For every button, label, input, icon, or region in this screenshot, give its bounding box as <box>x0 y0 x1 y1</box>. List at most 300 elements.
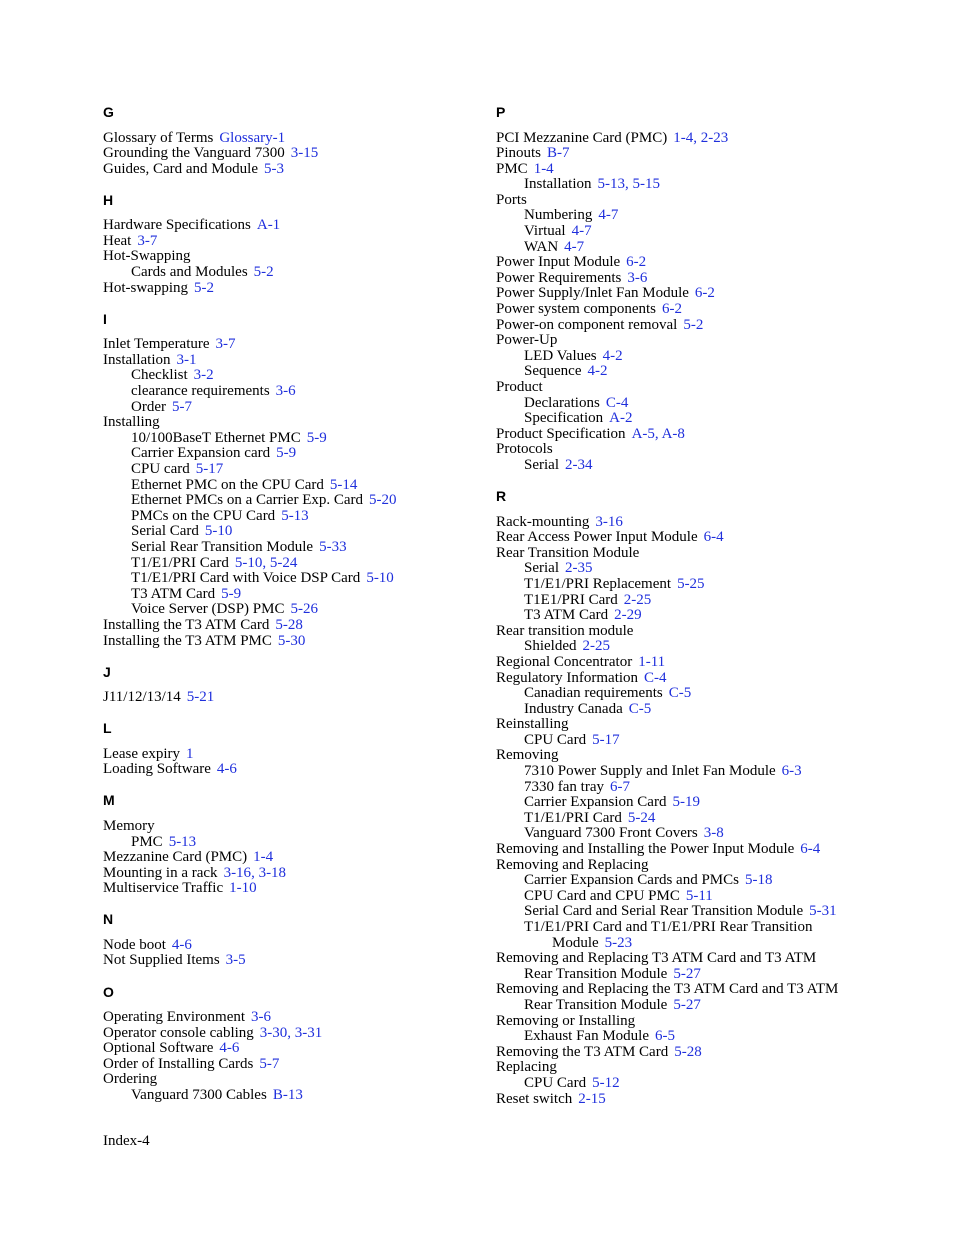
index-entry-term: Power Input Module <box>496 254 621 271</box>
index-entry-term: Node boot <box>103 936 166 953</box>
page-ref-link[interactable]: C-4 <box>644 669 667 686</box>
page-ref-link[interactable]: 4-6 <box>216 761 237 778</box>
index-entry-pages <box>669 685 692 701</box>
index-entry <box>103 1026 483 1042</box>
index-entry-pages <box>172 399 192 415</box>
index-entry <box>496 1045 896 1061</box>
page-ref-link[interactable]: 6-5 <box>655 1028 675 1045</box>
index-entry-pages <box>196 461 224 477</box>
index-entry <box>103 478 483 494</box>
index-entry-term: CPU Card <box>524 1074 587 1091</box>
index-entry-pages <box>177 352 197 368</box>
index-entry-term: Specification <box>524 410 604 427</box>
index-entry-term: T1E1/PRI Card <box>524 591 618 608</box>
index-entry-term: Multiservice Traffic <box>103 880 224 897</box>
page-ref-link[interactable]: 1-10 <box>229 880 257 897</box>
index-entry-pages <box>603 348 623 364</box>
page-ref-link[interactable]: 2-34 <box>565 456 593 473</box>
index-entry-pages <box>205 523 233 539</box>
page-ref-link[interactable]: 5-33 <box>319 538 347 555</box>
index-entry-term: Canadian requirements <box>524 685 663 702</box>
page-ref-link[interactable]: 3-18 <box>258 864 287 881</box>
index-entry-pages <box>194 280 214 296</box>
index-entry <box>496 811 896 827</box>
page-ref-link[interactable]: B-13 <box>272 1087 303 1104</box>
index-entry-term: Numbering <box>524 207 593 224</box>
index-entry-term: Guides, Card and Module <box>103 160 258 177</box>
page-ref-link[interactable]: 5-10 <box>366 570 394 587</box>
page-ref-link[interactable]: 2-15 <box>578 1090 606 1107</box>
index-entry-term: T1/E1/PRI Card and T1/E1/PRI Rear Transition <box>524 919 813 935</box>
index-entry <box>496 162 896 178</box>
page-ref-link[interactable]: 5-24 <box>269 554 298 571</box>
page-ref-link[interactable]: 1-4 <box>533 160 554 177</box>
index-entry <box>103 1088 483 1104</box>
index-entry <box>496 193 896 209</box>
index-entry-term: Removing and Installing the Power Input Module <box>496 841 795 858</box>
page-ref-link[interactable]: 5-7 <box>259 1055 280 1072</box>
index-entry-term: PMC <box>131 833 163 850</box>
index-entry-pages <box>673 997 701 1013</box>
page-ref-link[interactable]: 5-12 <box>592 1074 620 1091</box>
page-ref-separator: , <box>251 864 259 881</box>
page-ref-link[interactable]: A-1 <box>256 217 281 234</box>
index-entry <box>103 509 483 525</box>
page-ref-link[interactable]: 5-11 <box>685 887 713 904</box>
index-entry <box>496 608 896 624</box>
page-ref-link[interactable]: 5-27 <box>673 996 701 1013</box>
page-ref-link[interactable]: C-4 <box>605 394 629 411</box>
index-entry <box>496 951 896 967</box>
page-ref-link[interactable]: 4-7 <box>571 223 592 240</box>
page-ref-link[interactable]: 5-10 <box>234 554 263 571</box>
index-entry-term: J11/12/13/14 <box>103 689 181 706</box>
page-ref-link[interactable]: 5-24 <box>627 809 656 826</box>
index-entry-term: T1/E1/PRI Replacement <box>524 575 672 592</box>
index-entry-term: clearance requirements <box>131 383 270 400</box>
page-ref-link[interactable]: 5-17 <box>195 461 224 477</box>
index-entry-term: Power system components <box>496 301 656 318</box>
index-entry-pages <box>587 363 607 379</box>
index-entry-term: Power Requirements <box>496 269 622 286</box>
index-entry-term: Hot-Swapping <box>103 248 191 265</box>
section-letter-o: O <box>103 983 114 1000</box>
index-entry <box>103 835 483 851</box>
index-entry-pages <box>598 207 618 223</box>
index-entry-term: Product Specification <box>496 425 626 442</box>
page-ref-link[interactable]: 5-2 <box>253 264 274 281</box>
page-ref-separator: , <box>287 1024 295 1041</box>
index-entry-pages <box>534 161 554 177</box>
page-ref-link[interactable]: 5-3 <box>263 160 284 177</box>
page-ref-link[interactable]: 5-14 <box>329 476 358 493</box>
index-entry-term: Operator console cabling <box>103 1024 254 1041</box>
index-entry <box>103 234 483 250</box>
page-ref-link[interactable]: 5-13 <box>597 176 625 193</box>
index-entry-pages <box>572 223 592 239</box>
page-ref-link[interactable]: A-5 <box>631 425 655 442</box>
page-ref-link[interactable]: 3-7 <box>137 232 158 249</box>
page-ref-link[interactable]: C-5 <box>668 685 692 702</box>
index-entry-term: Heat <box>103 232 132 249</box>
index-entry-term: Protocols <box>496 441 553 458</box>
page-ref-link[interactable]: 2-25 <box>623 591 652 608</box>
page-ref-link[interactable]: 4-6 <box>219 1040 240 1057</box>
page-ref-link[interactable]: 3-8 <box>703 825 724 842</box>
index-entry <box>496 380 896 396</box>
page-ref-link[interactable]: 3-16 <box>223 864 252 881</box>
index-entry-pages <box>745 872 773 888</box>
index-entry-pages <box>307 430 327 446</box>
page-ref-link[interactable]: 1 <box>186 745 194 762</box>
page-ref-link[interactable]: 5-20 <box>369 492 397 509</box>
section-letter-j: J <box>103 663 111 680</box>
page-ref-link[interactable]: 5-28 <box>674 1043 702 1060</box>
index-entry-pages <box>276 383 296 399</box>
index-entry-pages <box>662 301 682 317</box>
page-ref-link[interactable]: 4-6 <box>171 936 192 953</box>
page-ref-link[interactable]: 3-6 <box>627 269 648 286</box>
index-entry <box>496 795 896 811</box>
index-entry-term: Not Supplied Items <box>103 952 220 969</box>
index-entry <box>496 982 896 998</box>
index-entry <box>496 1014 896 1030</box>
index-entry-term: T3 ATM Card <box>131 585 216 602</box>
index-column-right <box>496 104 896 1122</box>
index-entry-pages <box>564 239 584 255</box>
index-entry-pages <box>598 176 661 192</box>
index-entry-pages <box>264 161 284 177</box>
index-entry-term: Regional Concentrator <box>496 653 633 670</box>
index-entry-term: Order of Installing Cards <box>103 1055 254 1072</box>
page-ref-link[interactable]: B-7 <box>547 145 570 162</box>
index-entry <box>496 515 896 531</box>
page-ref-link[interactable]: 4-2 <box>587 363 608 380</box>
index-entry-pages <box>638 654 665 670</box>
index-entry-term: Exhaust Fan Module <box>524 1028 649 1045</box>
index-entry-pages <box>290 601 318 617</box>
index-entry <box>103 571 483 587</box>
index-section-entries <box>103 1010 483 1104</box>
index-entry-term: Declarations <box>524 394 600 411</box>
page-ref-link[interactable]: 5-18 <box>744 872 773 889</box>
index-entry-term: T1/E1/PRI Card with Voice DSP Card <box>131 570 361 587</box>
index-entry <box>496 764 896 780</box>
index-entry-term: 7310 Power Supply and Inlet Fan Module <box>524 763 776 780</box>
index-entry-term: Carrier Expansion Card <box>524 794 667 811</box>
index-section-entries <box>103 218 483 296</box>
index-entry <box>103 747 483 763</box>
section-letter-r: R <box>496 488 507 505</box>
index-entry <box>103 415 483 431</box>
index-entry <box>496 271 896 287</box>
page-ref-link[interactable]: 3-16 <box>595 513 623 530</box>
page-ref-link[interactable]: 5-30 <box>277 632 306 649</box>
index-entry-term: Glossary of Terms <box>103 129 214 146</box>
page-ref-link[interactable]: 6-2 <box>626 254 647 271</box>
index-entry-pages <box>655 1028 675 1044</box>
index-entry <box>496 561 896 577</box>
index-entry-term: 10/100BaseT Ethernet PMC <box>131 429 301 446</box>
index-entry-pages <box>251 1009 271 1025</box>
page-ref-link[interactable]: 3-15 <box>290 145 319 162</box>
page-ref-link[interactable]: 2-23 <box>700 129 729 146</box>
page-ref-link[interactable]: 4-2 <box>602 347 623 364</box>
index-entry-pages <box>809 903 837 919</box>
index-entry-pages <box>632 426 685 442</box>
index-entry-pages <box>172 937 192 953</box>
index-entry <box>103 618 483 634</box>
page-ref-link[interactable]: 3-2 <box>193 367 214 384</box>
index-entry <box>103 587 483 603</box>
index-entry <box>103 462 483 478</box>
index-entry-term: Ethernet PMCs on a Carrier Exp. Card <box>131 492 364 509</box>
index-entry-term: Lease expiry <box>103 745 181 762</box>
index-entry <box>496 546 896 562</box>
page-ref-link[interactable]: 6-2 <box>661 301 682 318</box>
index-entry-term: Removing or Installing <box>496 1012 636 1029</box>
index-entry-pages <box>610 779 630 795</box>
index-entry-term: Installing <box>103 414 160 431</box>
index-entry <box>103 850 483 866</box>
index-entry <box>103 337 483 353</box>
page-ref-link[interactable]: 5-21 <box>186 689 215 706</box>
page-ref-link[interactable]: 2-35 <box>565 560 593 577</box>
index-entry <box>103 1072 483 1088</box>
index-entry-pages <box>673 966 701 982</box>
page-ref-link[interactable]: 5-9 <box>276 445 297 462</box>
page-ref-link[interactable]: A-8 <box>661 425 685 442</box>
page-ref-link[interactable]: 5-13 <box>281 507 309 524</box>
page-ref-link[interactable]: 5-27 <box>673 965 701 982</box>
page-ref-link[interactable]: 2-25 <box>582 638 610 655</box>
page-ref-separator: , <box>625 176 633 193</box>
page-ref-link[interactable]: 5-25 <box>677 575 705 592</box>
page-ref-link[interactable]: 4-7 <box>564 238 585 255</box>
index-entry-pages <box>253 849 273 865</box>
index-entry <box>103 265 483 281</box>
index-entry-pages <box>186 746 194 762</box>
index-entry-pages <box>704 529 724 545</box>
index-entry <box>103 384 483 400</box>
index-entry-term: Cards and Modules <box>131 264 248 281</box>
index-entry <box>496 1076 896 1092</box>
index-entry-term: CPU Card <box>524 731 587 748</box>
page-ref-separator: , <box>654 425 662 442</box>
index-entry-term: Product <box>496 379 543 395</box>
index-entry-pages <box>614 607 642 623</box>
page-ref-link[interactable]: 5-31 <box>809 903 837 920</box>
index-entry <box>103 146 483 162</box>
index-entry <box>496 131 896 147</box>
index-entry-term: Installation <box>524 176 592 193</box>
index-entry-term: Grounding the Vanguard 7300 <box>103 145 285 162</box>
page-ref-link[interactable]: 1-4 <box>673 129 694 146</box>
index-entry <box>496 349 896 365</box>
index-entry <box>103 493 483 509</box>
index-entry <box>103 953 483 969</box>
section-letter-l: L <box>103 720 112 737</box>
index-entry-pages <box>674 1044 702 1060</box>
index-entry <box>103 446 483 462</box>
index-entry <box>496 858 896 874</box>
index-entry <box>496 530 896 546</box>
page-ref-link[interactable]: 5-13 <box>168 833 197 850</box>
index-entry <box>496 842 896 858</box>
page-ref-link[interactable]: 5-2 <box>683 316 704 333</box>
index-entry <box>103 556 483 572</box>
index-entry-pages <box>235 555 298 571</box>
page-ref-link[interactable]: 1-11 <box>638 653 666 670</box>
page-ref-separator: , <box>262 554 270 571</box>
index-entry-term: Power-on component removal <box>496 316 678 333</box>
index-entry <box>496 177 896 193</box>
page-ref-link[interactable]: 5-10 <box>204 523 233 540</box>
page-ref-link[interactable]: 5-19 <box>672 794 700 811</box>
index-entry-term: Order <box>131 398 166 415</box>
index-entry <box>103 524 483 540</box>
page-ref-link[interactable]: 5-26 <box>290 601 318 618</box>
page-ref-link[interactable]: 5-15 <box>632 176 660 193</box>
index-entry-term: Pinouts <box>496 145 542 162</box>
index-entry-term: Serial Card and Serial Rear Transition Module <box>524 903 804 920</box>
page-ref-link[interactable]: Glossary-1 <box>219 129 286 146</box>
index-entry-term: Removing and Replacing the T3 ATM Card and T3 ATM <box>496 981 839 998</box>
page-ref-link[interactable]: 3-1 <box>176 351 197 368</box>
index-entry <box>496 411 896 427</box>
index-entry <box>103 866 483 882</box>
index-entry <box>496 748 896 764</box>
index-entry-term: Power Supply/Inlet Fan Module <box>496 285 689 302</box>
index-entry-term: Hardware Specifications <box>103 217 251 234</box>
index-entry-pages <box>800 841 820 857</box>
index-entry-pages <box>217 761 237 777</box>
index-entry-pages <box>565 560 593 576</box>
page-ref-link[interactable]: 5-28 <box>275 616 303 633</box>
page-ref-link[interactable]: 6-4 <box>800 841 821 858</box>
index-section-entries <box>103 938 483 969</box>
page-ref-link[interactable]: 6-7 <box>609 778 630 795</box>
index-entry <box>496 998 896 1014</box>
index-section-entries <box>103 747 483 778</box>
index-entry <box>103 602 483 618</box>
page-ref-link[interactable]: 5-9 <box>306 429 327 446</box>
index-entry <box>496 146 896 162</box>
index-entry <box>103 540 483 556</box>
index-entry-pages <box>578 1091 606 1107</box>
index-entry-pages <box>624 592 652 608</box>
index-entry-pages <box>216 336 236 352</box>
page-ref-link[interactable]: 1-4 <box>253 849 274 866</box>
page-ref-link[interactable]: 5-9 <box>221 585 242 602</box>
index-entry-term: Mezzanine Card (PMC) <box>103 849 248 866</box>
index-entry <box>496 427 896 443</box>
index-entry-term: Optional Software <box>103 1040 214 1057</box>
index-entry-pages <box>276 445 296 461</box>
index-entry-pages <box>782 763 802 779</box>
index-entry-term: WAN <box>524 238 559 255</box>
index-entry-pages <box>281 508 309 524</box>
index-entry-pages <box>609 410 632 426</box>
index-entry-pages <box>592 732 620 748</box>
page-ref-link[interactable]: 5-2 <box>194 279 214 296</box>
index-entry-term: 7330 fan tray <box>524 778 604 795</box>
index-entry <box>496 780 896 796</box>
index-entry-pages <box>187 689 215 705</box>
page-ref-link[interactable]: 4-7 <box>598 207 619 224</box>
page-ref-link[interactable]: 5-23 <box>604 934 633 951</box>
page-ref-link[interactable]: 3-5 <box>225 952 246 969</box>
page-ref-link[interactable]: A-2 <box>609 410 633 427</box>
index-entry-pages <box>565 457 593 473</box>
index-entry <box>496 255 896 271</box>
index-entry-pages <box>194 367 214 383</box>
index-entry-pages <box>273 1087 303 1103</box>
page-ref-link[interactable]: 6-4 <box>703 529 724 546</box>
index-entry-pages <box>628 810 656 826</box>
index-entry-term: Rear Transition Module <box>524 996 668 1013</box>
section-letter-i: I <box>103 310 107 327</box>
index-entry-pages <box>219 130 285 146</box>
index-section-entries <box>496 131 896 474</box>
index-entry-pages <box>583 638 611 654</box>
index-entry-pages <box>695 285 715 301</box>
page-ref-link[interactable]: 6-3 <box>781 763 802 780</box>
index-entry-pages <box>626 254 646 270</box>
index-entry <box>496 240 896 256</box>
index-entry <box>496 1029 896 1045</box>
index-entry <box>496 302 896 318</box>
index-entry-term: Vanguard 7300 Cables <box>131 1087 267 1104</box>
index-entry <box>103 218 483 234</box>
index-entry <box>103 131 483 147</box>
page-ref-link[interactable]: 5-17 <box>592 731 620 748</box>
page-ref-link[interactable]: 3-6 <box>251 1009 272 1026</box>
index-entry-term: Installing the T3 ATM Card <box>103 616 270 633</box>
index-entry-term: T3 ATM Card <box>524 607 609 624</box>
index-entry-term: Checklist <box>131 367 188 384</box>
index-entry-pages <box>677 576 705 592</box>
page-ref-link[interactable]: 2-29 <box>614 607 642 624</box>
index-entry-pages <box>254 264 274 280</box>
index-entry-pages <box>672 794 700 810</box>
index-entry <box>496 1060 896 1076</box>
page-ref-link[interactable]: 3-7 <box>215 336 236 353</box>
page-number: Index-4 <box>103 1133 150 1149</box>
index-entry-term: Carrier Expansion card <box>131 445 271 462</box>
index-entry <box>496 733 896 749</box>
page-ref-link[interactable]: 3-30 <box>259 1024 288 1041</box>
index-entry <box>103 762 483 778</box>
index-entry-pages <box>673 130 728 146</box>
index-entry-term: Rear Transition Module <box>524 965 668 982</box>
page-ref-link[interactable]: 3-6 <box>275 383 296 400</box>
index-entry <box>496 671 896 687</box>
index-entry <box>496 333 896 349</box>
index-entry <box>496 624 896 640</box>
index-entry <box>103 368 483 384</box>
section-letter-g: G <box>103 104 114 120</box>
page-ref-separator: , <box>693 129 701 146</box>
page-ref-link[interactable]: 3-31 <box>294 1024 323 1041</box>
index-section-entries <box>103 819 483 897</box>
index-entry-pages <box>629 701 652 717</box>
index-entry-term: Regulatory Information <box>496 669 639 686</box>
page-ref-link[interactable]: C-5 <box>628 700 652 717</box>
page-ref-link[interactable]: 6-2 <box>694 285 715 302</box>
page-ref-link[interactable]: 5-7 <box>171 398 192 415</box>
index-entry-term: Operating Environment <box>103 1009 246 1026</box>
